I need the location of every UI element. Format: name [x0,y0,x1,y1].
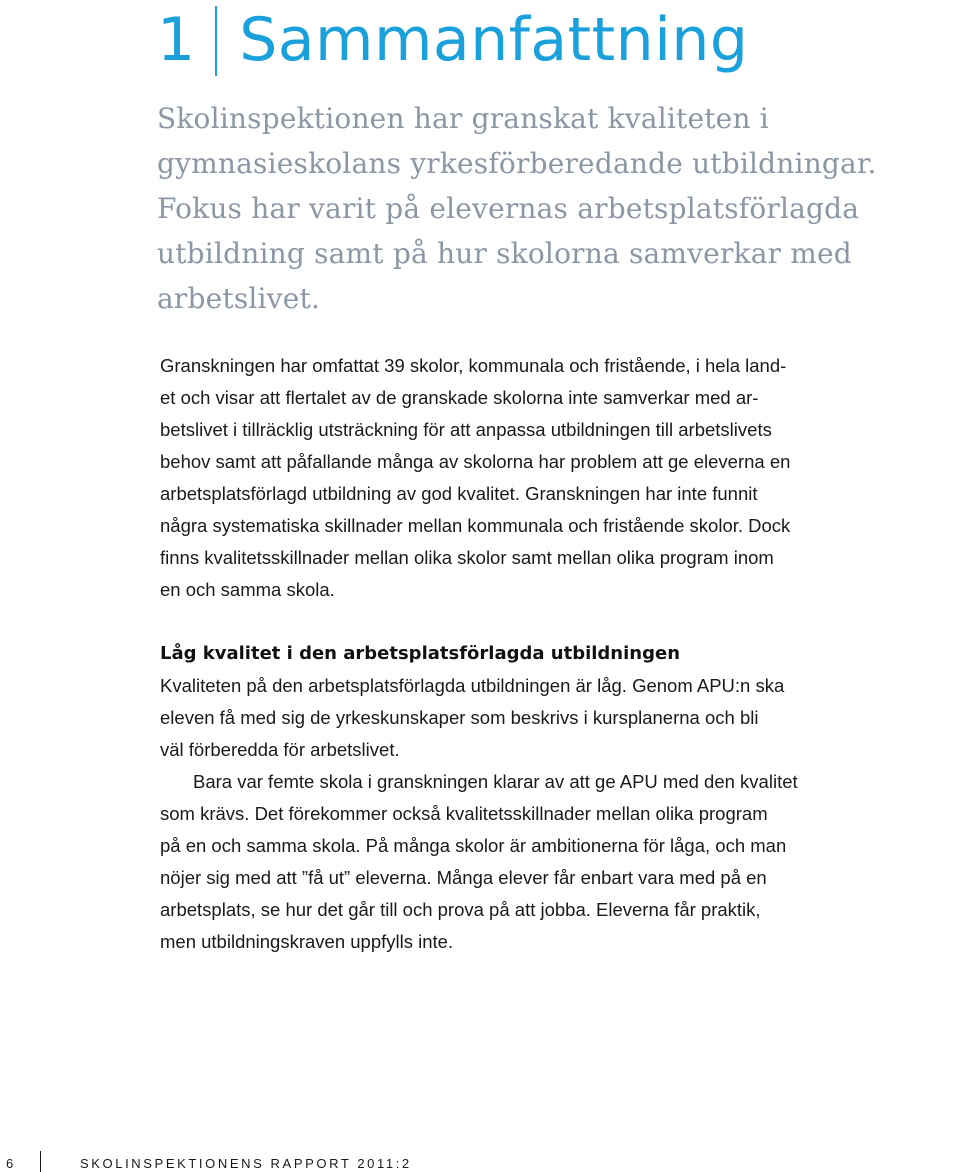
chapter-number: 1 [157,5,196,75]
page-number: 6 [6,1156,14,1171]
chapter-divider [215,6,217,76]
chapter-title: Sammanfattning [239,5,749,75]
section-heading: Låg kvalitet i den arbetsplatsförlagda utbildningen [160,643,681,664]
lead-paragraph: Skolinspektionen har granskat kvaliteten i gymnasieskolans yrkesförberedande utbildningar. Fokus har varit på elevernas arbetsplatsförlagda utbildning samt på hur skolorna samverkar med arbetslivet. [157,102,877,315]
section-paragraph: Bara var femte skola i granskningen klarar av att ge APU med den kvalitet som krävs. Det förekommer också kvalitetsskillnader mellan olika program på en och samma skola. På många skolor är ambitionerna för låga, och man nöjer sig med att ”få ut” eleverna. Många elever får enbart vara med på en arbetsplats, se hur det går till och prova på att jobba. Eleverna får praktik, men utbildningskraven uppfylls inte. [160,771,798,952]
quality-section [160,638,940,958]
footer-divider [40,1151,41,1172]
chapter-heading [157,2,748,78]
intro-section [160,350,940,606]
section-paragraph: Kvaliteten på den arbetsplatsförlagda utbildningen är låg. Genom APU:n ska eleven få med sig de yrkeskunskaper som beskrivs i kursplanerna och bli väl förberedda för arbetslivet. [160,675,785,760]
intro-paragraph: Granskningen har omfattat 39 skolor, kommunala och fristående, i hela land- et och visar att flertalet av de granskade skolorna inte samverkar med ar- betslivet i tillräcklig utsträckning för att anpassa utbildningen till arbetslivets behov samt att påfallande många av skolorna har problem att ge eleverna en arbetsplatsförlagd utbildning av god kvalitet. Granskningen har inte funnit några systematiska skillnader mellan kommunala och fristående skolor. Dock finns kvalitetsskillnader mellan olika skolor samt mellan olika program inom en och samma skola. [160,355,791,600]
page-footer [0,1151,960,1172]
report-name: SKOLINSPEKTIONENS RAPPORT 2011:2 [80,1156,412,1171]
